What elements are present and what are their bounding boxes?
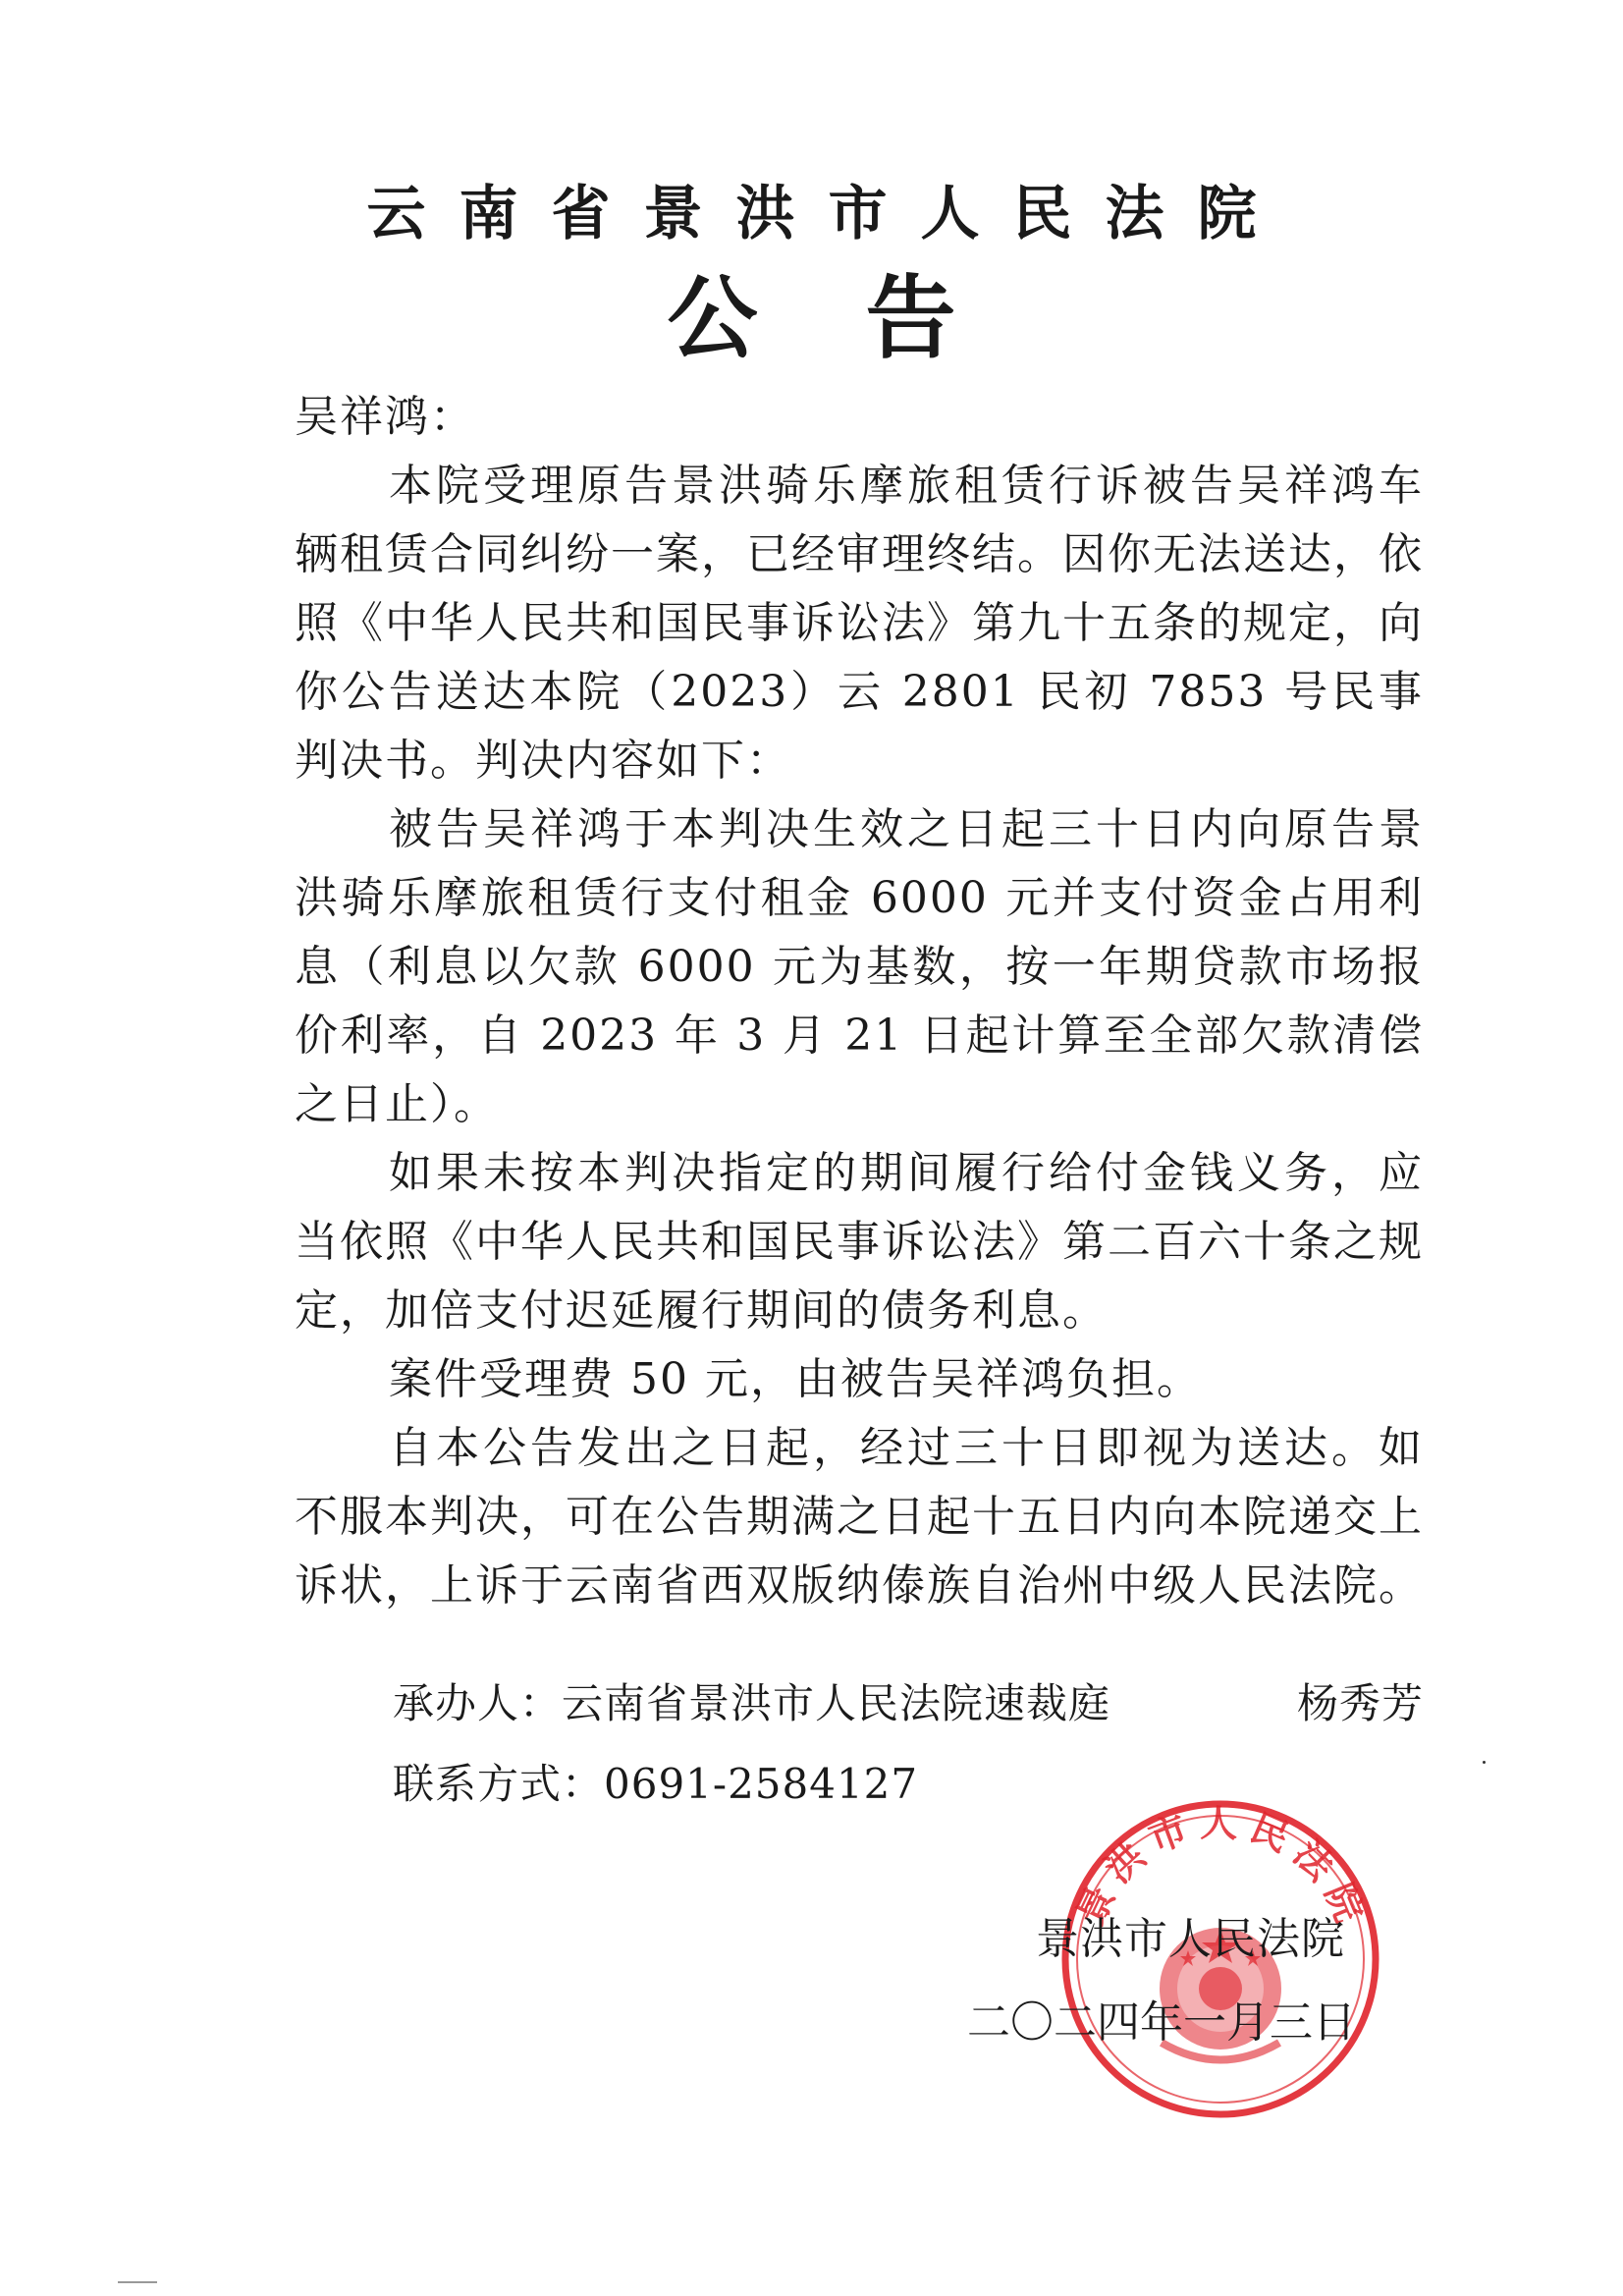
- paragraph-case-fee: 案件受理费 50 元，由被告吴祥鸿负担。: [389, 1354, 1202, 1404]
- handler-line: [393, 1669, 1424, 1738]
- document-type-heading: 公告: [667, 266, 1064, 371]
- paragraph-service-appeal: 自本公告发出之日起，经过三十日即视为送达。如不服本判决，可在公告期满之日起十五日内向本院递交上诉状，上诉于云南省西双版纳傣族自治州中级人民法院。: [295, 1423, 1424, 1611]
- paragraph-late-interest: 如果未按本判决指定的期间履行给付金钱义务，应当依照《中华人民共和国民事诉讼法》第二百六十条之规定，加倍支付迟延履行期间的债务利息。: [295, 1148, 1424, 1336]
- court-name-heading: 云南省景洪市人民法院: [366, 180, 1290, 248]
- contact-phone: 联系方式：0691-2584127: [393, 1760, 919, 1808]
- footer-date: 二〇二四年一月三日: [967, 1997, 1356, 2048]
- handler-label: 承办人：云南省景洪市人民法院速裁庭: [393, 1679, 1111, 1727]
- footer-court-name: 景洪市人民法院: [1036, 1914, 1345, 1964]
- scan-speck: [1483, 1761, 1486, 1764]
- seal-text: 景洪市人民法院: [1067, 1800, 1376, 1938]
- addressee: 吴祥鸿：: [295, 392, 475, 442]
- handler-name: 杨秀芳: [1296, 1679, 1424, 1727]
- scan-edge-mark: [118, 2281, 157, 2283]
- paragraph-case-intro: 本院受理原告景洪骑乐摩旅租赁行诉被告吴祥鸿车辆租赁合同纠纷一案，已经审理终结。因你无法送达，依照《中华人民共和国民事诉讼法》第九十五条的规定，向你公告送达本院（2023）云 2801 民初 7853 号民事判决书。判决内容如下：: [295, 461, 1424, 786]
- paragraph-judgment: 被告吴祥鸿于本判决生效之日起三十日内向原告景洪骑乐摩旅租赁行支付租金 6000 元并支付资金占用利息（利息以欠款 6000 元为基数，按一年期贷款市场报价利率，自 2023 年 3 月 21 日起计算至全部欠款清偿之日止）。: [295, 804, 1424, 1129]
- notice-body: [295, 383, 1424, 1620]
